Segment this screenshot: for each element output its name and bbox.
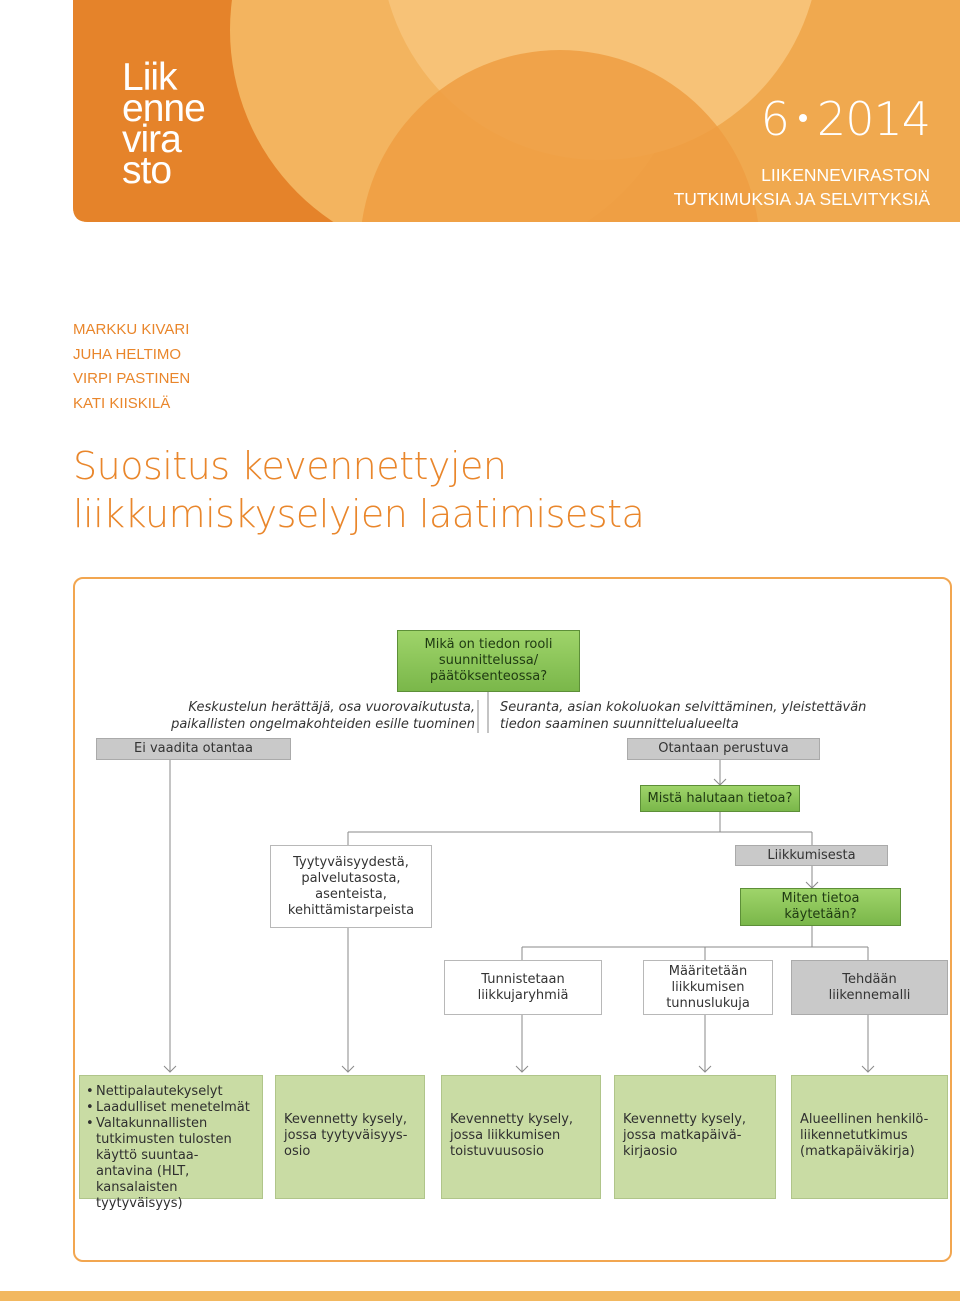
mobility-box: Liikkumisesta — [735, 845, 888, 866]
what-info-question-box: Mistä halutaan tietoa? — [640, 785, 800, 812]
logo-line: enne — [122, 87, 205, 130]
how-used-question-box: Miten tietoa käytetään? — [740, 888, 901, 926]
satisfaction-box: Tyytyväisyydestä, palvelutasosta, asenteista, kehittämistarpeista — [270, 845, 432, 928]
result-box: Alueellinen henkilö-liikennetutkimus (matkapäiväkirja) — [791, 1075, 948, 1199]
result-box: Kevennetty kysely, jossa tyytyväisyys-osio — [275, 1075, 425, 1199]
methods-list — [88, 1084, 254, 1212]
logo-line: vira — [122, 118, 181, 161]
bottom-bar — [0, 1291, 960, 1301]
list-item: • Valtakunnallisten tutkimusten tulosten käyttö suuntaa-antavina (HLT, kansalaisten tyytyväisyys) — [88, 1116, 254, 1212]
sampling-box: Otantaan perustuva — [627, 738, 820, 760]
result-box: Kevennetty kysely, jossa liikkumisen toistuvuusosio — [441, 1075, 601, 1199]
result-box: Kevennetty kysely, jossa matkapäivä-kirjaosio — [614, 1075, 776, 1199]
series-line: LIIKENNEVIRASTON — [761, 165, 930, 185]
issue-no: 6 — [760, 92, 789, 146]
use-box: Tunnistetaan liikkujaryhmiä — [444, 960, 602, 1015]
result-box-methods — [79, 1075, 263, 1211]
series-line: TUTKIMUKSIA JA SELVITYKSIÄ — [673, 189, 930, 209]
title-line: Suositus kevennettyjen — [73, 444, 507, 488]
author: KATI KIISKILÄ — [73, 394, 171, 412]
issue-year: 2014 — [816, 92, 930, 146]
author: JUHA HELTIMO — [73, 345, 182, 363]
list-item: • Nettipalautekyselyt — [88, 1084, 254, 1100]
no-sampling-box: Ei vaadita otantaa — [96, 738, 291, 760]
right-description: Seuranta, asian kokoluokan selvittäminen, yleistettävän tiedon saaminen suunnittelualueelta — [500, 700, 867, 732]
use-box: Tehdään liikennemalli — [791, 960, 948, 1015]
logo-line: sto — [122, 149, 172, 192]
use-box: Määritetään liikkumisen tunnuslukuja — [643, 960, 773, 1015]
root-question-box: Mikä on tiedon rooli suunnittelussa/ päätöksenteossa? — [397, 630, 580, 692]
author: MARKKU KIVARI — [73, 321, 190, 338]
title-line: liikkumiskyselyjen laatimisesta — [73, 492, 645, 536]
author: VIRPI PASTINEN — [73, 370, 191, 387]
left-description: Keskustelun herättäjä, osa vuorovaikutusta, paikallisten ongelmakohteiden esille tuominen — [171, 700, 475, 732]
logo-line: Liik — [122, 56, 177, 99]
list-item: • Laadulliset menetelmät — [88, 1100, 254, 1116]
